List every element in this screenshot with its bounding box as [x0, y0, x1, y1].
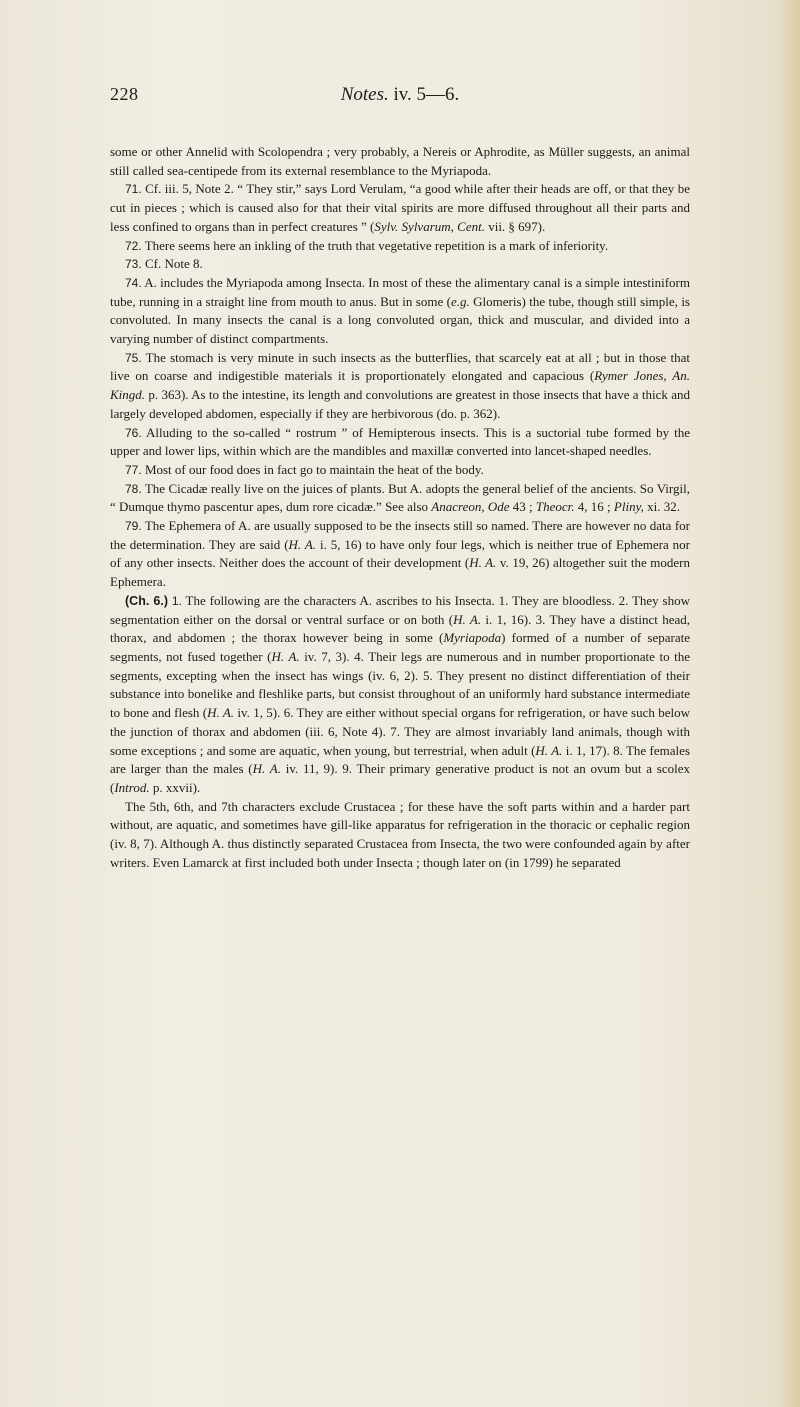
note-text: vii. § 697).: [484, 218, 546, 234]
note-text: some or other Annelid with Scolopendra ; very probably, a Nereis or Aphrodite, as Müller suggests, an animal still called sea-centipede from its external resemblance to the Myriapoda.: [110, 144, 690, 178]
note-number: 79.: [125, 519, 142, 534]
running-title-section: iv. 5—6.: [393, 84, 460, 105]
page-header: [110, 84, 690, 114]
note-paragraph: [110, 461, 690, 480]
note-number: 76.: [125, 425, 142, 440]
note-text: p. xxvii).: [149, 779, 201, 795]
note-text: iv. 7, 3). 4. Their legs are numerous and in number proportionate to the segments, excepting when the insect has wings (iv. 6, 2). 5. They present no distinct differentiation of their substance into bonelike and fleshlike parts, but consist throughout of an uniformly hard substance intermediate to bone and flesh (: [110, 648, 690, 721]
note-text: Most of our food does in fact go to maintain the heat of the body.: [141, 461, 484, 477]
note-text: Glomeris) the tube, though still simple, is convoluted. In many insects the canal is a long convoluted organ, thick and muscular, and divided into a varying number of distinct compartments.: [110, 293, 690, 347]
note-text: The stomach is very minute in such insects as the butterflies, that scarcely eat at all ; but in those that live on coarse and indigestible materials it is proportionately elongated and capacious (: [110, 349, 690, 384]
note-text: The Ephemera of A. are usually supposed to be the insects still so named. There are however no data for the determination. They are said (: [110, 518, 690, 552]
note-text: i. 1, 16). 3. They have a distinct head, thorax, and abdomen ; the thorax however being in some (: [110, 611, 691, 646]
note-number: (Ch. 6.): [125, 593, 168, 608]
running-title: [110, 84, 690, 106]
note-text: A. includes the Myriapoda among Insecta. In most of these the alimentary canal is a simple intestiniform tube, running in a straight line from mouth to anus. But in some (: [110, 274, 690, 309]
note-text: Alluding to the so-called “ rostrum ” of Hemipterous insects. This is a suctorial tube formed by the upper and lower lips, within which are the mandibles and maxillæ converted into lancet-shaped needles.: [110, 424, 690, 459]
italic-reference: H. A.: [469, 555, 497, 571]
notes-body: [110, 143, 690, 872]
note-text: ) formed of a number of separate segments, not fused together (: [110, 630, 691, 664]
note-number: 74.: [125, 275, 142, 290]
page-edge-shading: [778, 0, 800, 1407]
note-paragraph: [110, 349, 690, 424]
note-text: i. 5, 16) to have only four legs, which is neither true of Ephemera nor of any other insects. Neither does the account of their development (: [110, 536, 690, 571]
note-paragraph: [110, 180, 690, 236]
note-number: 77.: [125, 462, 142, 477]
note-text: There seems here an inkling of the truth that vegetative repetition is a mark of inferiority.: [141, 237, 609, 253]
note-number: 75.: [125, 350, 142, 365]
italic-reference: e.g.: [450, 293, 470, 309]
note-text: Cf. iii. 5, Note 2. “ They stir,” says Lord Verulam, “a good while after their heads are off, or that they be cut in pieces ; which is caused also for that their vital spirits are more diffused throughout all their parts and less confined to organs than in perfect creatures ” (: [110, 181, 690, 234]
note-paragraph: [110, 143, 690, 180]
italic-reference: H. A.: [271, 648, 300, 664]
italic-reference: Rymer Jones, An. Kingd.: [110, 368, 690, 403]
note-text: The 5th, 6th, and 7th characters exclude Crustacea ; for these have the soft parts within and a harder part without, are aquatic, and sometimes have gill-like apparatus for refrigeration in the thoracic or cephalic region (iv. 8, 7). Although A. thus distinctly separated Crustacea from Insecta, the two were confounded again by after writers. Even Lamarck at first included both under Insecta ; though later on (in 1799) he separated: [110, 798, 690, 870]
italic-reference: H. A.: [252, 761, 281, 777]
note-paragraph: [110, 255, 690, 274]
page-number: 228: [110, 84, 139, 104]
italic-reference: H. A.: [207, 705, 235, 721]
italic-reference: Pliny,: [613, 499, 644, 515]
italic-reference: H. A.: [288, 536, 317, 552]
note-paragraph: [110, 237, 690, 256]
note-paragraph: [110, 517, 690, 592]
note-text: v. 19, 26) altogether suit the modern Ephemera.: [110, 555, 690, 590]
note-paragraph: [110, 592, 690, 798]
note-text: The Cicadæ really live on the juices of plants. But A. adopts the general belief of the ancients. So Virgil, “ Dumque thymo pascentur apes, dum rore cicadæ.” See also: [110, 480, 690, 515]
italic-reference: H. A.: [453, 611, 482, 627]
note-paragraph: [110, 424, 690, 461]
note-text: iv. 1, 5). 6. They are either without special organs for refrigeration, or have such below the junction of thorax and abdomen (iii. 6, Note 4). 7. They are almost invariably land animals, though with some exceptions ; and some are aquatic, when young, but terrestrial, when adult (: [110, 705, 690, 758]
note-number: 73.: [125, 257, 142, 272]
note-text: iv. 11, 9). 9. Their primary generative product is not an ovum but a scolex (: [110, 761, 690, 795]
note-paragraph: [110, 798, 690, 873]
note-number: 71.: [125, 182, 142, 197]
italic-reference: Theocr.: [535, 499, 575, 515]
note-paragraph: [110, 274, 690, 349]
italic-reference: Myriapoda: [443, 630, 502, 646]
italic-reference: Sylv. Sylvarum, Cent.: [374, 218, 485, 234]
running-title-main: Notes.: [340, 84, 389, 105]
note-text: 4, 16 ;: [574, 499, 614, 515]
italic-reference: H. A.: [535, 742, 563, 758]
note-text: Cf. Note 8.: [141, 256, 203, 272]
note-text: i. 1, 17). 8. The females are larger than the males (: [110, 742, 690, 777]
note-text: The following are the characters A. ascribes to his Insecta. 1. They are bloodless. 2. They show segmentation either on the dorsal or ventral surface or on both (: [110, 592, 691, 627]
italic-reference: Anacreon, Ode: [431, 499, 510, 515]
italic-reference: Introd.: [114, 779, 150, 795]
note-text: xi. 32.: [643, 499, 680, 515]
note-text: 43 ;: [509, 499, 536, 515]
note-paragraph: [110, 480, 690, 517]
note-text: p. 363). As to the intestine, its length and convolutions are greatest in those insects that have a thick and largely developed abdomen, especially if they are herbivorous (do. p. 362).: [110, 387, 690, 421]
note-number: 78.: [125, 481, 142, 496]
note-number: 1.: [171, 593, 182, 608]
note-number: 72.: [125, 238, 142, 253]
